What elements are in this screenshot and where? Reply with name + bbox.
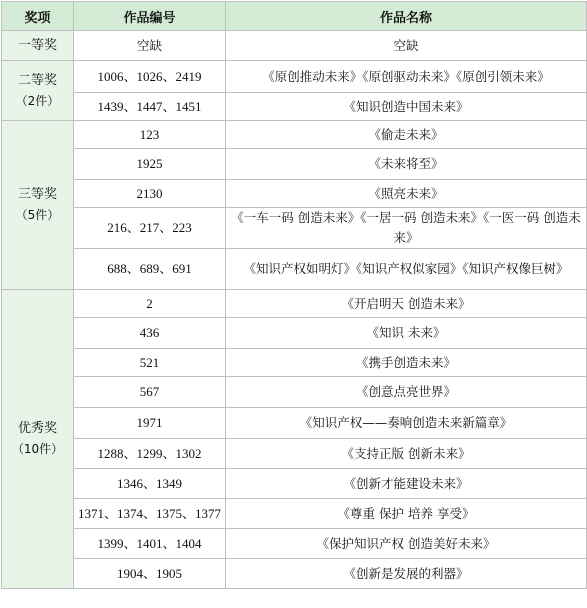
- prize-cell: [2, 121, 74, 290]
- work-name-cell: 《知识产权如明灯》《知识产权似家园》《知识产权像巨树》: [226, 249, 587, 290]
- work-name-cell: 《创新是发展的利器》: [226, 559, 587, 589]
- work-code-cell: 688、689、691: [74, 249, 226, 290]
- work-code-cell: 1346、1349: [74, 469, 226, 499]
- work-name-cell: 《尊重 保护 培养 享受》: [226, 499, 587, 529]
- work-name-cell: 《携手创造未来》: [226, 349, 587, 377]
- prize-cell: [2, 290, 74, 589]
- table-row: [2, 529, 587, 559]
- header-name: 作品名称: [226, 2, 587, 31]
- prize-cell: [2, 31, 74, 61]
- table-row: [2, 121, 587, 149]
- work-code-cell: 567: [74, 377, 226, 408]
- work-code-cell: 1399、1401、1404: [74, 529, 226, 559]
- table-row: [2, 469, 587, 499]
- work-name-cell: 《知识 未来》: [226, 318, 587, 349]
- prize-count: （2件）: [15, 93, 60, 108]
- table-row: [2, 93, 587, 121]
- work-name-cell: 《支持正版 创新未来》: [226, 439, 587, 469]
- prize-cell: [2, 61, 74, 121]
- work-code-cell: 2: [74, 290, 226, 318]
- header-prize: 奖项: [2, 2, 74, 31]
- awards-body: [2, 31, 587, 589]
- work-code-cell: 216、217、223: [74, 208, 226, 249]
- table-row: [2, 290, 587, 318]
- header-row: [2, 2, 587, 31]
- work-name-cell: 《一车一码 创造未来》《一居一码 创造未来》《一医一码 创造未来》: [226, 208, 587, 249]
- work-code-cell: 436: [74, 318, 226, 349]
- header-code: 作品编号: [74, 2, 226, 31]
- work-name-cell: 《照亮未来》: [226, 180, 587, 208]
- work-name-cell: 空缺: [226, 31, 587, 61]
- work-code-cell: 521: [74, 349, 226, 377]
- work-name-cell: 《知识产权——奏响创造未来新篇章》: [226, 408, 587, 439]
- work-code-cell: 1904、1905: [74, 559, 226, 589]
- prize-label: 三等奖: [17, 187, 57, 202]
- table-row: [2, 149, 587, 180]
- table-row: [2, 249, 587, 290]
- prize-label: 一等奖: [17, 37, 57, 53]
- prize-label: 二等奖: [17, 72, 57, 88]
- work-name-cell: 《创新才能建设未来》: [226, 469, 587, 499]
- work-name-cell: 《未来将至》: [226, 149, 587, 180]
- table-row: [2, 377, 587, 408]
- table-row: [2, 180, 587, 208]
- work-code-cell: 1371、1374、1375、1377: [74, 499, 226, 529]
- work-name-cell: 《知识创造中国未来》: [226, 93, 587, 121]
- work-code-cell: 1288、1299、1302: [74, 439, 226, 469]
- work-code-cell: 1439、1447、1451: [74, 93, 226, 121]
- work-code-cell: 1971: [74, 408, 226, 439]
- work-code-cell: 1006、1026、2419: [74, 61, 226, 93]
- work-name-cell: 《开启明天 创造未来》: [226, 290, 587, 318]
- table-row: [2, 208, 587, 249]
- table-row: [2, 499, 587, 529]
- work-code-cell: 123: [74, 121, 226, 149]
- work-code-cell: 空缺: [74, 31, 226, 61]
- table-row: [2, 559, 587, 589]
- awards-table: [1, 1, 587, 589]
- prize-label: 优秀奖: [17, 421, 57, 436]
- table-row: [2, 318, 587, 349]
- work-name-cell: 《偷走未来》: [226, 121, 587, 149]
- work-name-cell: 《原创推动未来》《原创驱动未来》《原创引领未来》: [226, 61, 587, 93]
- table-row: [2, 61, 587, 93]
- prize-count: （5件）: [15, 208, 60, 222]
- table-row: [2, 408, 587, 439]
- table-row: [2, 31, 587, 61]
- work-name-cell: 《保护知识产权 创造美好未来》: [226, 529, 587, 559]
- table-row: [2, 349, 587, 377]
- prize-count: （10件）: [11, 442, 64, 456]
- work-code-cell: 2130: [74, 180, 226, 208]
- table-row: [2, 439, 587, 469]
- work-code-cell: 1925: [74, 149, 226, 180]
- work-name-cell: 《创意点亮世界》: [226, 377, 587, 408]
